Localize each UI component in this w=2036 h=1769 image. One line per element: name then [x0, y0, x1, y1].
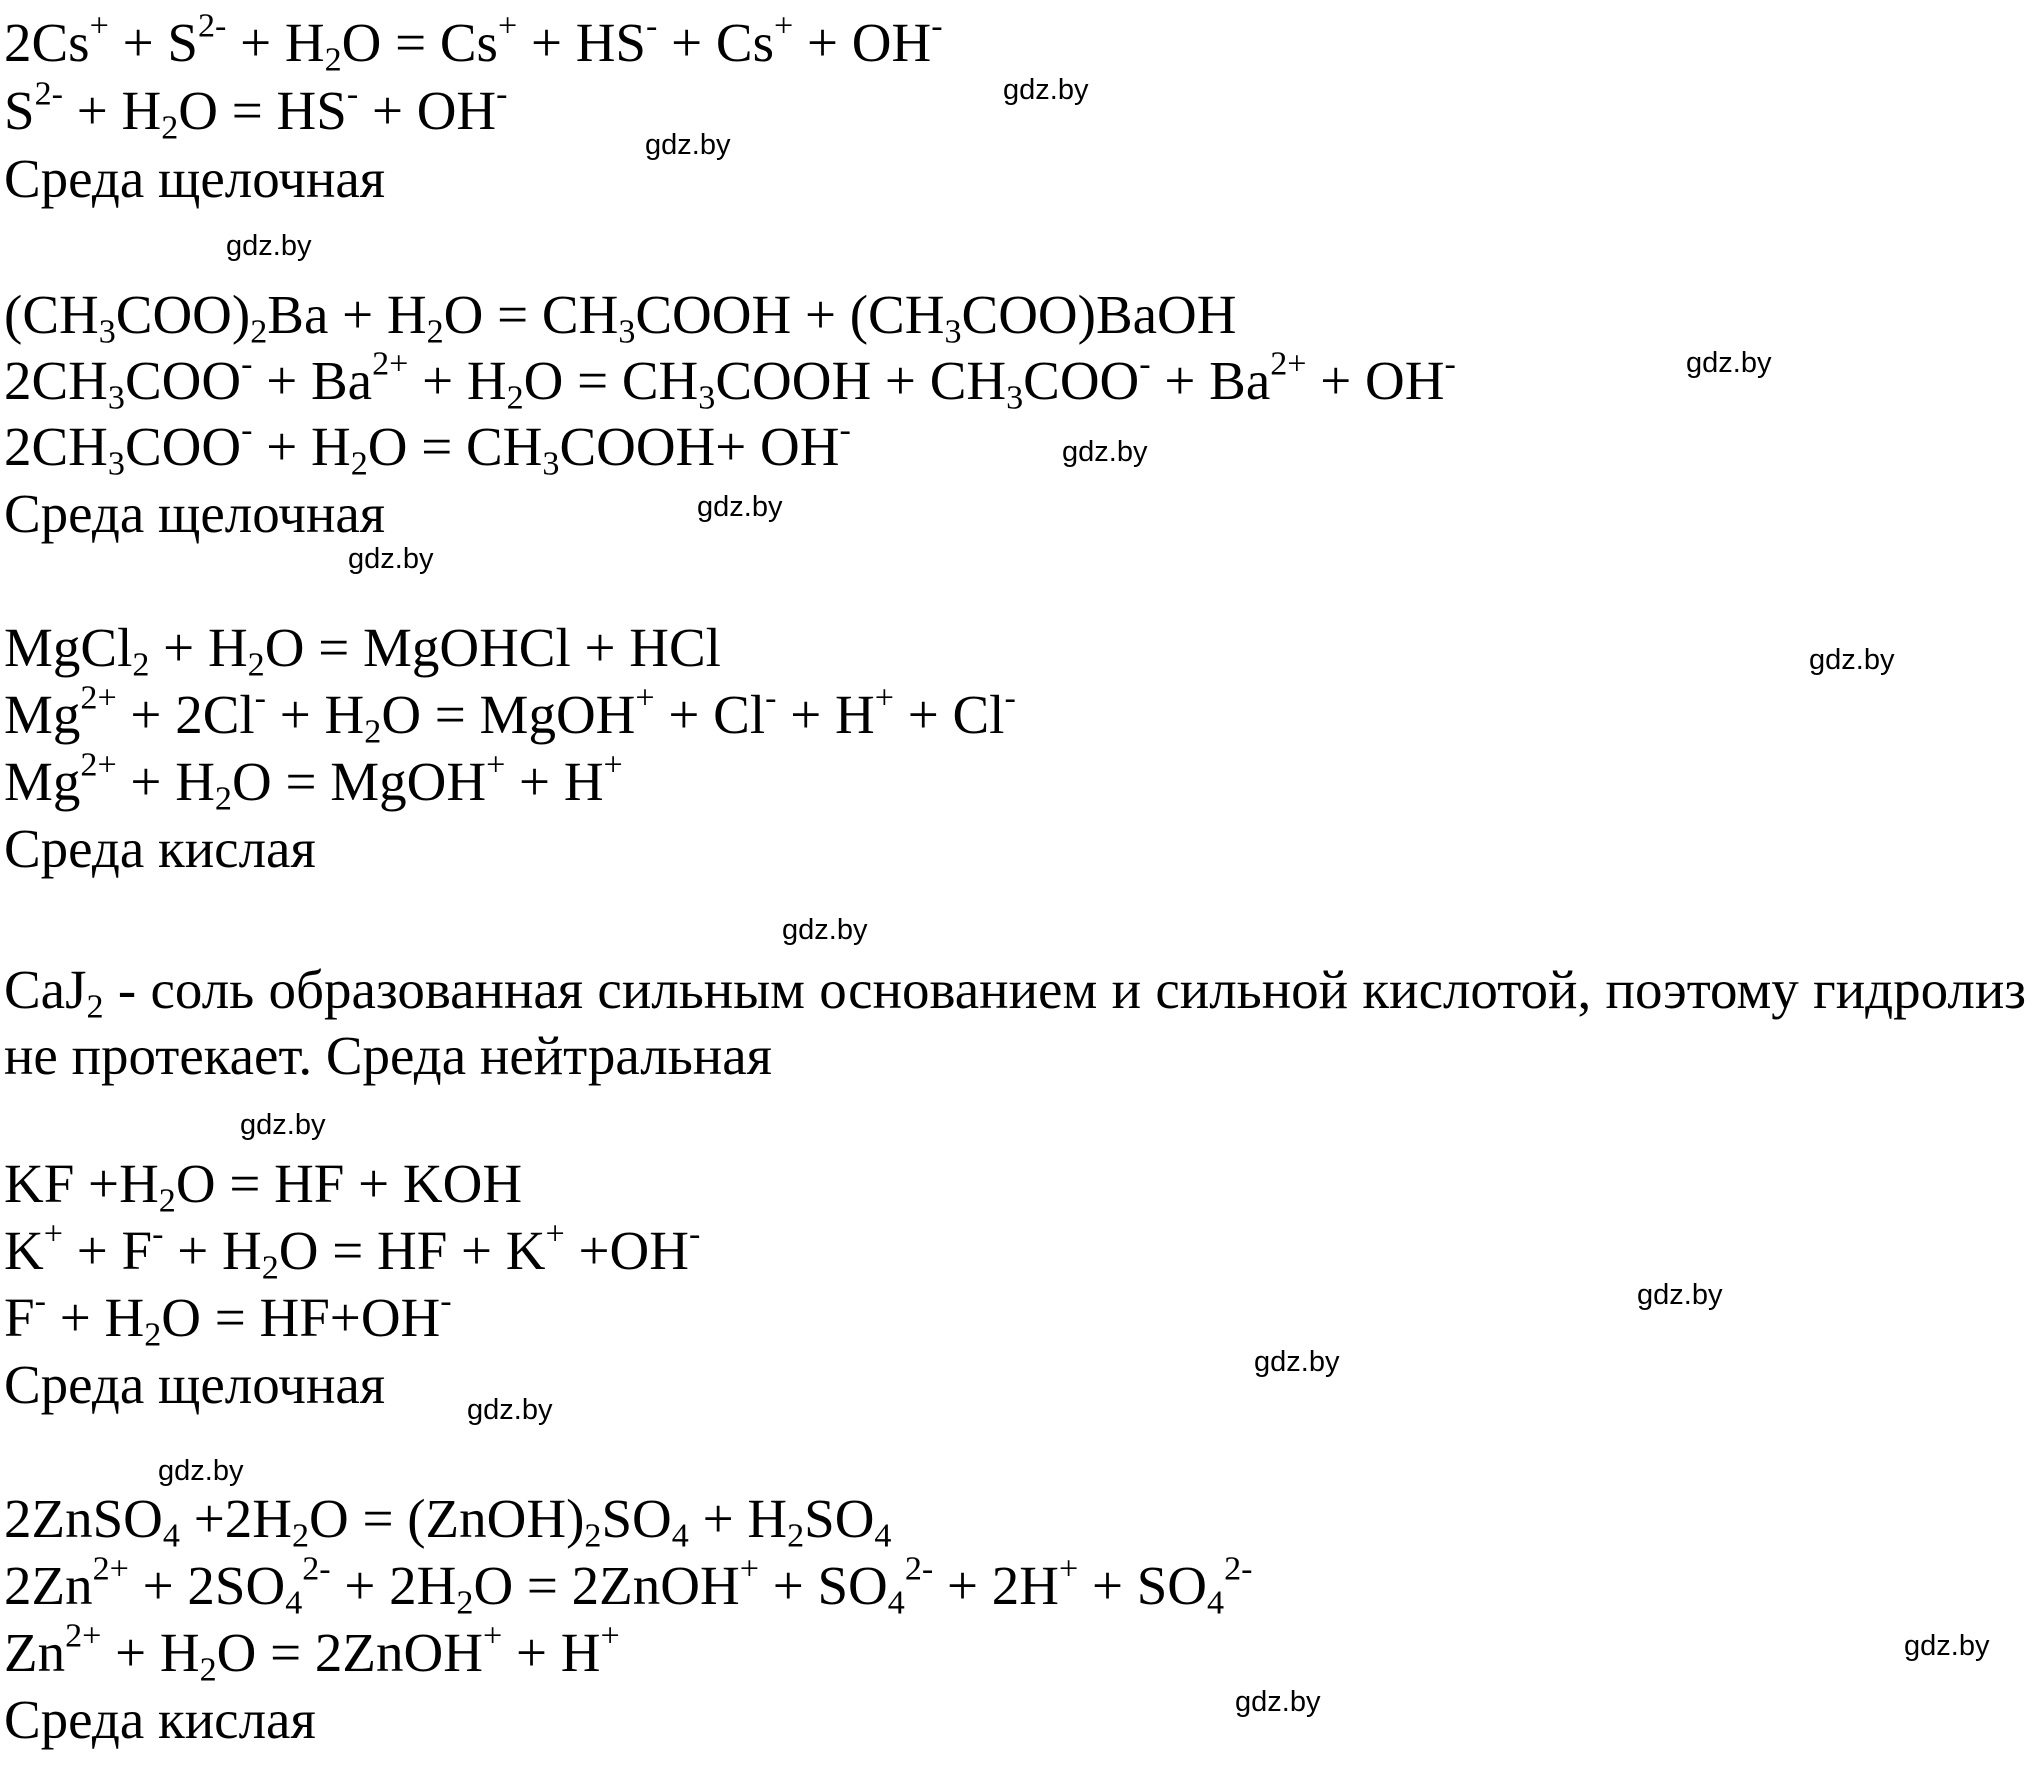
formula-text: + H: [776, 684, 875, 745]
formula-text: + 2Cl: [116, 684, 255, 745]
medium-label: Среда щелочная: [4, 483, 386, 544]
formula-text: + SO: [758, 1555, 888, 1616]
caj2-explanation: [4, 957, 2026, 1089]
formula-text: + OH: [1306, 350, 1445, 411]
watermark: gdz.by: [158, 1455, 244, 1487]
formula-text: COO: [1023, 350, 1140, 411]
formula-text: + 2SO: [128, 1555, 286, 1616]
watermark: gdz.by: [467, 1394, 553, 1426]
equation-kf-short-ionic: [4, 1282, 452, 1354]
formula-text: F: [4, 1287, 35, 1348]
formula-text: SO: [601, 1488, 672, 1549]
formula-text: + H: [505, 751, 604, 812]
formula-text: K: [4, 1220, 44, 1281]
formula-text: 2CH: [4, 350, 108, 411]
formula-text: COO: [124, 416, 242, 477]
formula-text: COO): [115, 284, 251, 345]
superscript: -: [646, 7, 658, 45]
superscript: -: [839, 411, 851, 449]
formula-text: COOH + (CH: [635, 284, 945, 345]
formula-text: O = MgOH: [231, 751, 487, 812]
watermark: gdz.by: [240, 1109, 326, 1141]
formula-text: + Cs: [657, 12, 774, 73]
superscript: -: [241, 411, 253, 449]
formula-text: COO)BaOH: [961, 284, 1237, 345]
formula-text: O = HF + K: [278, 1220, 546, 1281]
superscript: 2+: [80, 746, 117, 784]
watermark: gdz.by: [1809, 644, 1895, 676]
superscript: +: [486, 746, 506, 784]
superscript: 2+: [372, 345, 409, 383]
formula-text: + H: [408, 350, 507, 411]
subscript: 2: [350, 445, 368, 483]
formula-text: KF +H: [4, 1153, 159, 1214]
watermark: gdz.by: [782, 914, 868, 946]
equation-mgcl2-molecular: [4, 617, 721, 684]
formula-text: O = (ZnOH): [309, 1488, 585, 1549]
subscript: 3: [944, 313, 962, 351]
subscript: 2: [214, 780, 232, 818]
watermark: gdz.by: [697, 491, 783, 523]
formula-text: O = HF + KOH: [175, 1153, 523, 1214]
formula-text: + H: [101, 1622, 200, 1683]
superscript: +: [1058, 1550, 1079, 1588]
formula-text: Ba + H: [267, 284, 427, 345]
formula-text: COO: [124, 350, 242, 411]
superscript: +: [874, 679, 894, 717]
superscript: 2-: [302, 1550, 331, 1588]
equation-znso4-short-ionic: [4, 1617, 620, 1689]
formula-text: + H: [149, 617, 248, 678]
watermark: gdz.by: [1637, 1279, 1723, 1311]
formula-text: Mg: [4, 684, 81, 745]
formula-text: + OH: [358, 80, 497, 141]
formula-text: O = MgOH: [381, 684, 636, 745]
equation-znso4-full-ionic: [4, 1550, 1253, 1622]
formula-text: O = CH: [523, 350, 699, 411]
superscript: -: [152, 1215, 164, 1253]
medium-label: Среда щелочная: [4, 1354, 386, 1415]
superscript: +: [739, 1550, 759, 1588]
formula-text: + HS: [517, 12, 647, 73]
formula-text: + H: [45, 1287, 145, 1348]
formula-text: + H: [62, 80, 162, 141]
formula-text: + SO: [1078, 1555, 1208, 1616]
formula-text: + Ba: [252, 350, 373, 411]
subscript: 4: [285, 1584, 303, 1622]
formula-text: + H: [226, 12, 325, 73]
equation-kf-molecular: [4, 1153, 523, 1220]
equation-mgcl2-short-ionic: [4, 746, 623, 818]
superscript: +: [773, 7, 794, 45]
equation-znso4-molecular: [4, 1488, 892, 1555]
subscript: 2: [247, 646, 265, 684]
subscript: 2: [364, 713, 382, 751]
subscript: 2: [787, 1517, 805, 1555]
superscript: +: [635, 679, 655, 717]
superscript: 2-: [1224, 1550, 1253, 1588]
formula-text: + F: [62, 1220, 153, 1281]
subscript: 2: [161, 109, 179, 147]
watermark: gdz.by: [1686, 347, 1772, 379]
formula-text: + H: [252, 416, 351, 477]
formula-text: O = Cs: [341, 12, 498, 73]
equation-kf-full-ionic: [4, 1215, 701, 1287]
formula-text: + S: [108, 12, 198, 73]
subscript: 2: [456, 1584, 474, 1622]
formula-text: 2CH: [4, 416, 108, 477]
formula-text: Zn: [4, 1622, 66, 1683]
equation-mgcl2-full-ionic: [4, 679, 1016, 751]
subscript: 2: [250, 313, 268, 351]
formula-text: SO: [804, 1488, 875, 1549]
watermark: gdz.by: [1254, 1346, 1340, 1378]
superscript: +: [603, 746, 623, 784]
superscript: -: [254, 679, 267, 717]
formula-text: O = 2ZnOH: [216, 1622, 483, 1683]
formula-text: COOH+ OH: [559, 416, 840, 477]
formula-text: O = HS: [178, 80, 347, 141]
formula-text: + H: [163, 1220, 262, 1281]
formula-text: + Ba: [1150, 350, 1271, 411]
caj2-text: - соль образованная сильным основанием и сильной кислотой, поэтому гидролиз не протекает. Среда нейтральная: [4, 959, 2026, 1086]
formula-text: O = CH: [367, 416, 543, 477]
superscript: -: [688, 1215, 701, 1253]
formula-text: + H: [502, 1622, 601, 1683]
superscript: -: [765, 679, 777, 717]
subscript: 2: [132, 646, 150, 684]
formula-text: Mg: [4, 751, 81, 812]
superscript: -: [34, 1282, 46, 1320]
watermark: gdz.by: [1062, 436, 1148, 468]
subscript: 4: [1207, 1584, 1225, 1622]
equation-barium-acetate-molecular: [4, 284, 1237, 351]
superscript: +: [43, 1215, 63, 1253]
formula-text: +OH: [564, 1220, 689, 1281]
superscript: -: [1004, 679, 1016, 717]
formula-text: O = 2ZnOH: [473, 1555, 740, 1616]
superscript: 2+: [1270, 345, 1307, 383]
subscript: 3: [542, 445, 560, 483]
formula-text: 2ZnSO: [4, 1488, 163, 1549]
subscript: 3: [98, 313, 116, 351]
subscript: 4: [887, 1584, 905, 1622]
watermark: gdz.by: [1235, 1686, 1321, 1718]
watermark: gdz.by: [1003, 74, 1089, 106]
superscript: +: [545, 1215, 565, 1253]
watermark: gdz.by: [1904, 1630, 1990, 1662]
subscript: 2: [291, 1517, 309, 1555]
equation-cs2s-full-ionic: [4, 7, 943, 79]
watermark: gdz.by: [348, 543, 434, 575]
subscript: 4: [671, 1517, 689, 1555]
superscript: -: [1139, 345, 1151, 383]
subscript: 2: [426, 313, 444, 351]
superscript: +: [89, 7, 109, 45]
superscript: 2+: [92, 1550, 129, 1588]
subscript: 3: [698, 379, 716, 417]
superscript: +: [600, 1617, 620, 1655]
superscript: 2-: [904, 1550, 934, 1588]
equation-cs2s-short-ionic: [4, 75, 508, 147]
subscript: 2: [199, 1651, 217, 1689]
formula-text: + OH: [793, 12, 932, 73]
formula-text: 2Zn: [4, 1555, 93, 1616]
subscript: 4: [162, 1517, 180, 1555]
subscript: 4: [874, 1517, 892, 1555]
superscript: 2+: [80, 679, 117, 717]
superscript: -: [440, 1282, 452, 1320]
superscript: 2+: [65, 1617, 102, 1655]
formula-text: O = HF+OH: [161, 1287, 441, 1348]
subscript: 3: [107, 445, 125, 483]
subscript: 3: [1006, 379, 1024, 417]
superscript: -: [241, 345, 253, 383]
formula-text: 2Cs: [4, 12, 90, 73]
formula-text: +2H: [179, 1488, 292, 1549]
equation-barium-acetate-short-ionic: [4, 411, 851, 483]
equation-barium-acetate-full-ionic: [4, 345, 1456, 417]
superscript: +: [497, 7, 518, 45]
subscript: 2: [158, 1182, 176, 1220]
medium-label: Среда щелочная: [4, 148, 386, 209]
superscript: -: [1444, 345, 1456, 383]
superscript: +: [482, 1617, 503, 1655]
caj2-formula: CaJ: [4, 959, 87, 1020]
formula-text: O = MgOHCl + HCl: [264, 617, 721, 678]
superscript: -: [931, 7, 943, 45]
formula-text: + 2H: [933, 1555, 1059, 1616]
watermark: gdz.by: [226, 230, 312, 262]
subscript: 3: [618, 313, 636, 351]
formula-text: (CH: [4, 284, 99, 345]
watermark: gdz.by: [645, 129, 731, 161]
subscript: 3: [107, 379, 125, 417]
formula-text: + Cl: [893, 684, 1005, 745]
superscript: -: [346, 75, 359, 113]
subscript: 2: [144, 1316, 162, 1354]
formula-text: + H: [116, 751, 215, 812]
subscript: 2: [506, 379, 524, 417]
formula-text: + 2H: [330, 1555, 457, 1616]
formula-text: + H: [266, 684, 365, 745]
subscript: 2: [584, 1517, 602, 1555]
formula-text: S: [4, 80, 35, 141]
superscript: -: [496, 75, 508, 113]
subscript: 2: [261, 1249, 279, 1287]
formula-text: COOH + CH: [715, 350, 1007, 411]
formula-text: + H: [688, 1488, 788, 1549]
formula-text: O = CH: [443, 284, 619, 345]
superscript: 2-: [197, 7, 227, 45]
superscript: 2-: [34, 75, 63, 113]
formula-text: MgCl: [4, 617, 133, 678]
medium-label: Среда кислая: [4, 1689, 316, 1750]
medium-label: Среда кислая: [4, 818, 316, 879]
subscript: 2: [324, 41, 342, 79]
formula-text: + Cl: [654, 684, 766, 745]
caj2-formula-index: 2: [86, 988, 104, 1026]
